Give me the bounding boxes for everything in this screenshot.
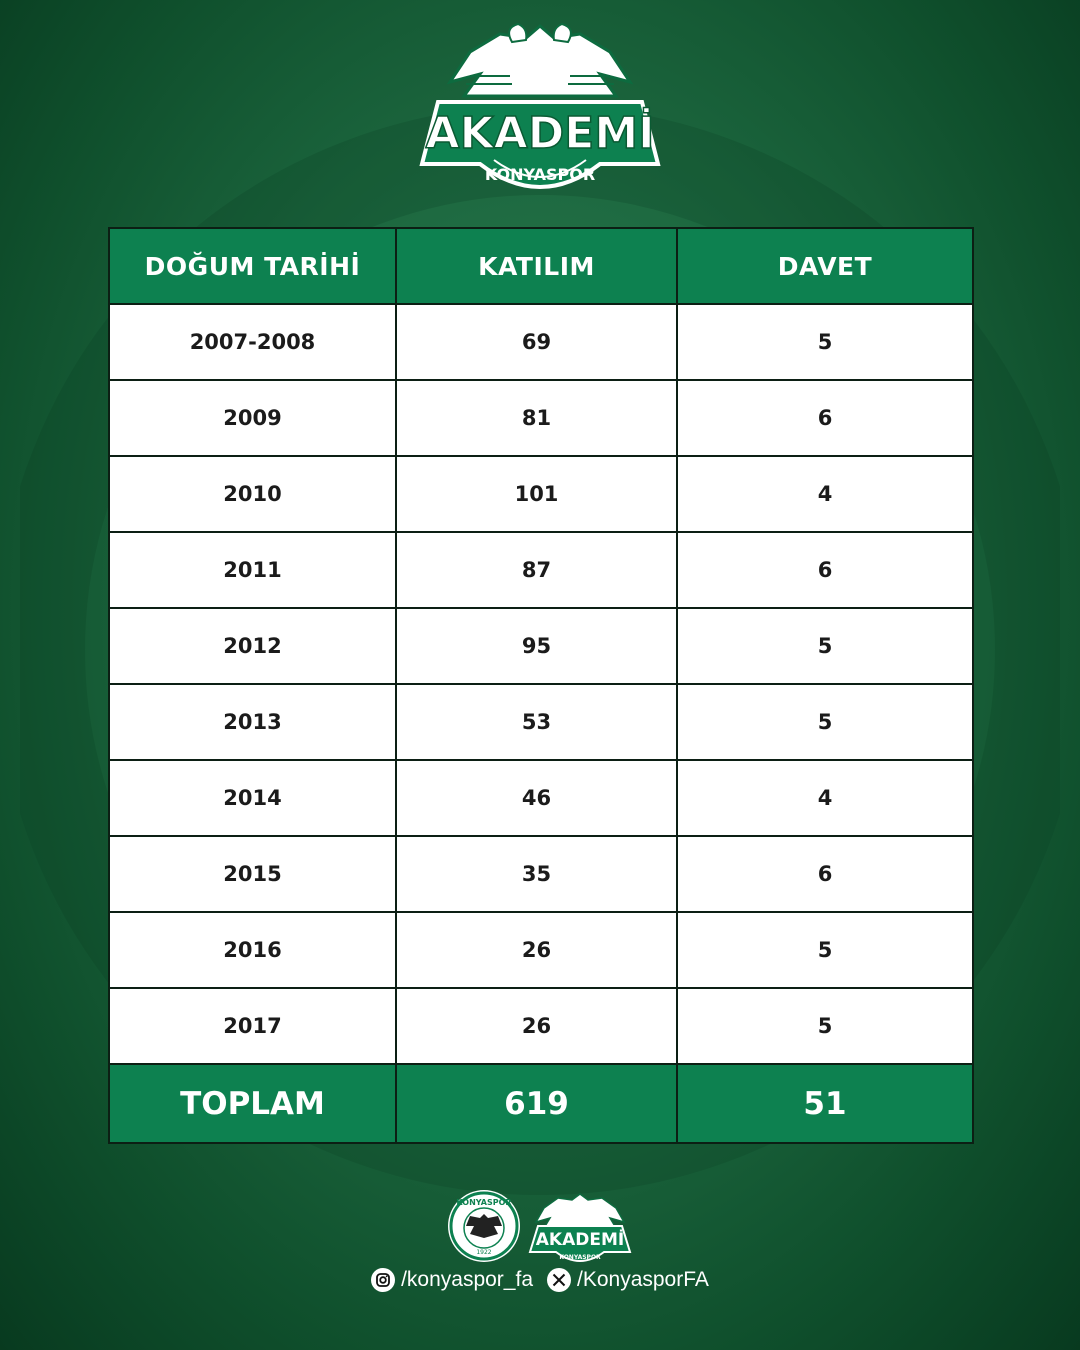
cell-birth-year: 2015 — [109, 836, 396, 912]
cell-birth-year: 2009 — [109, 380, 396, 456]
table-row — [109, 988, 973, 1064]
akademi-small-logo — [530, 1194, 630, 1261]
cell-invitation: 6 — [677, 836, 973, 912]
cell-birth-year: 2017 — [109, 988, 396, 1064]
table-row — [109, 608, 973, 684]
cell-invitation: 6 — [677, 380, 973, 456]
instagram-icon — [371, 1268, 395, 1292]
cell-participation: 81 — [396, 380, 677, 456]
club-logo-year: 1922 — [476, 1249, 492, 1256]
small-logo-subtitle: KONYASPOR — [559, 1254, 601, 1261]
cell-birth-year: 2012 — [109, 608, 396, 684]
table-row — [109, 456, 973, 532]
cell-participation: 26 — [396, 988, 677, 1064]
instagram-link[interactable] — [371, 1268, 533, 1292]
cell-participation: 53 — [396, 684, 677, 760]
table-row — [109, 532, 973, 608]
table-row — [109, 912, 973, 988]
x-handle: /KonyasporFA — [577, 1268, 709, 1291]
total-invitation: 51 — [677, 1064, 973, 1143]
cell-participation: 26 — [396, 912, 677, 988]
cell-participation: 87 — [396, 532, 677, 608]
table-row — [109, 380, 973, 456]
x-icon — [547, 1268, 571, 1292]
logo-title: AKADEMİ — [425, 108, 655, 159]
table-header-row — [109, 228, 973, 304]
table-row — [109, 304, 973, 380]
cell-invitation: 5 — [677, 684, 973, 760]
cell-birth-year: 2014 — [109, 760, 396, 836]
cell-invitation: 4 — [677, 456, 973, 532]
cell-invitation: 5 — [677, 608, 973, 684]
x-link[interactable] — [547, 1268, 709, 1292]
cell-invitation: 4 — [677, 760, 973, 836]
cell-invitation: 5 — [677, 304, 973, 380]
cell-birth-year: 2011 — [109, 532, 396, 608]
footer-logos — [446, 1188, 636, 1268]
konyaspor-club-logo — [448, 1190, 520, 1262]
cell-birth-year: 2013 — [109, 684, 396, 760]
table-total-row — [109, 1064, 973, 1143]
cell-participation: 101 — [396, 456, 677, 532]
column-header-birth-year: DOĞUM TARİHİ — [109, 228, 396, 304]
club-logo-text: KONYASPOR — [456, 1198, 512, 1207]
cell-participation: 69 — [396, 304, 677, 380]
column-header-participation: KATILIM — [396, 228, 677, 304]
total-participation: 619 — [396, 1064, 677, 1143]
column-header-invitation: DAVET — [677, 228, 973, 304]
instagram-handle: /konyaspor_fa — [401, 1268, 533, 1291]
akademi-logo — [400, 14, 680, 204]
cell-invitation: 5 — [677, 912, 973, 988]
social-links — [0, 1268, 1080, 1292]
cell-participation: 95 — [396, 608, 677, 684]
small-logo-title: AKADEMİ — [535, 1230, 625, 1250]
cell-invitation: 5 — [677, 988, 973, 1064]
cell-birth-year: 2007-2008 — [109, 304, 396, 380]
logo-subtitle: KONYASPOR — [484, 165, 596, 184]
table-row — [109, 684, 973, 760]
cell-birth-year: 2010 — [109, 456, 396, 532]
total-label: TOPLAM — [109, 1064, 396, 1143]
tryout-stats-table — [108, 227, 974, 1144]
table-row — [109, 836, 973, 912]
cell-birth-year: 2016 — [109, 912, 396, 988]
table-row — [109, 760, 973, 836]
cell-participation: 35 — [396, 836, 677, 912]
cell-invitation: 6 — [677, 532, 973, 608]
cell-participation: 46 — [396, 760, 677, 836]
